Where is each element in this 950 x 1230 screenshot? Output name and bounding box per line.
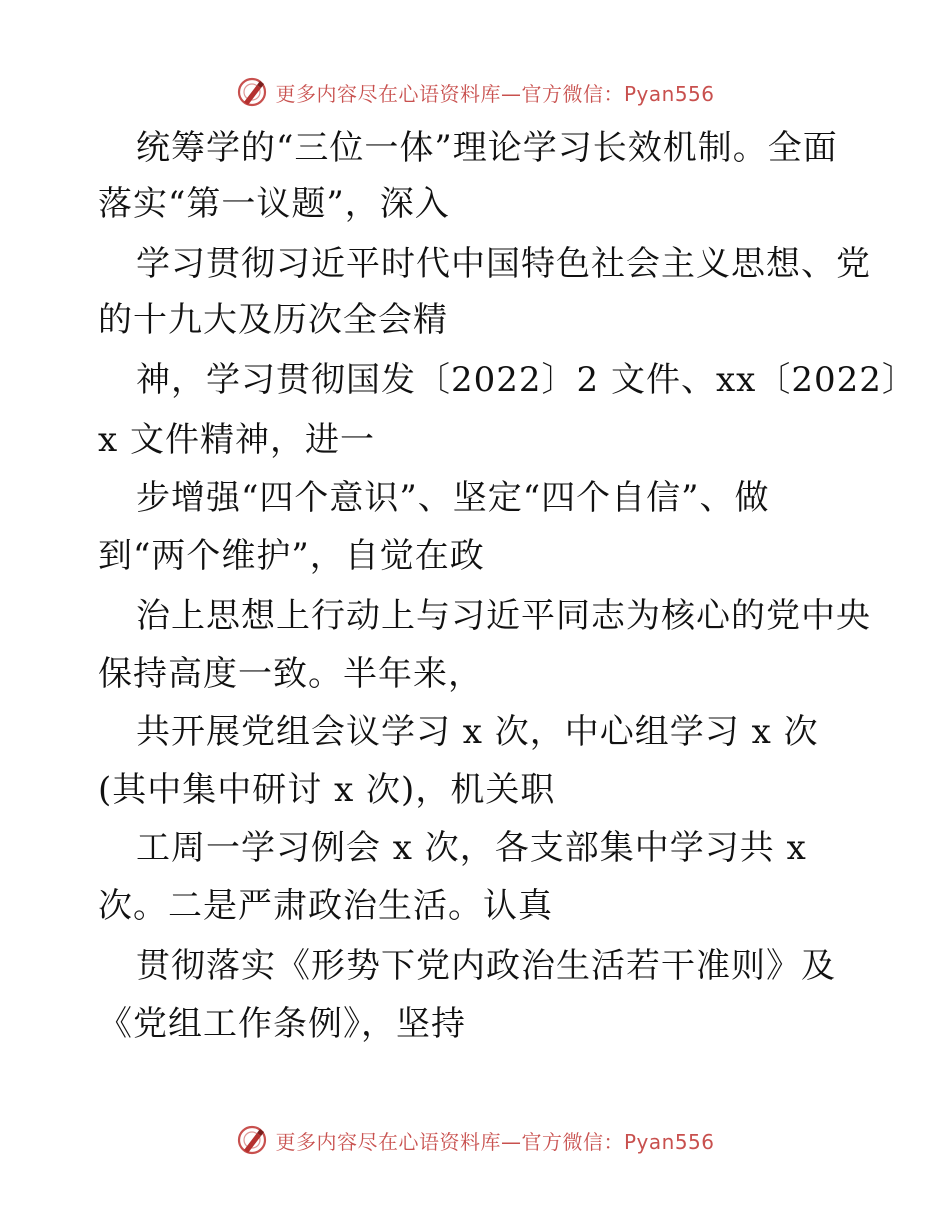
text-line-2: 落实“第一议题”，深入 (98, 184, 450, 224)
text-line-7: 步增强“四个意识”、坚定“四个自信”、做 (136, 478, 770, 518)
text-line-9: 治上思想上行动上与习近平同志为核心的党中央 (136, 596, 871, 636)
text-line-1: 统筹学的“三位一体”理论学习长效机制。全面 (136, 128, 838, 168)
text-line-8: 到“两个维护”，自觉在政 (98, 536, 485, 576)
text-line-15: 贯彻落实《形势下党内政治生活若干准则》及 (136, 946, 836, 986)
watermark-text: 更多内容尽在心语资料库—官方微信：Pyan556 (275, 1129, 715, 1154)
text-line-4: 的十九大及历次全会精 (98, 300, 448, 340)
text-line-13: 工周一学习例会 x 次，各支部集中学习共 x (136, 828, 807, 868)
text-line-12: (其中集中研讨 x 次)，机关职 (98, 770, 556, 810)
header-watermark (0, 72, 950, 112)
footer-watermark (0, 1120, 950, 1160)
watermark-text: 更多内容尽在心语资料库—官方微信：Pyan556 (275, 81, 715, 106)
brush-pen-logo-icon (235, 1123, 269, 1157)
text-line-11: 共开展党组会议学习 x 次，中心组学习 x 次 (136, 712, 819, 752)
text-line-5: 神，学习贯彻国发〔2022〕2 文件、xx〔2022〕 (136, 360, 917, 400)
text-line-10: 保持高度一致。半年来， (98, 654, 483, 694)
watermark-id: Pyan556 (623, 1129, 715, 1154)
text-line-6: x 文件精神，进一 (98, 420, 375, 460)
text-line-14: 次。二是严肃政治生活。认真 (98, 886, 553, 926)
brush-pen-logo-icon (235, 75, 269, 109)
text-line-16: 《党组工作条例》，坚持 (98, 1004, 466, 1044)
text-line-3: 学习贯彻习近平时代中国特色社会主义思想、党 (136, 244, 871, 284)
watermark-id: Pyan556 (623, 81, 715, 106)
